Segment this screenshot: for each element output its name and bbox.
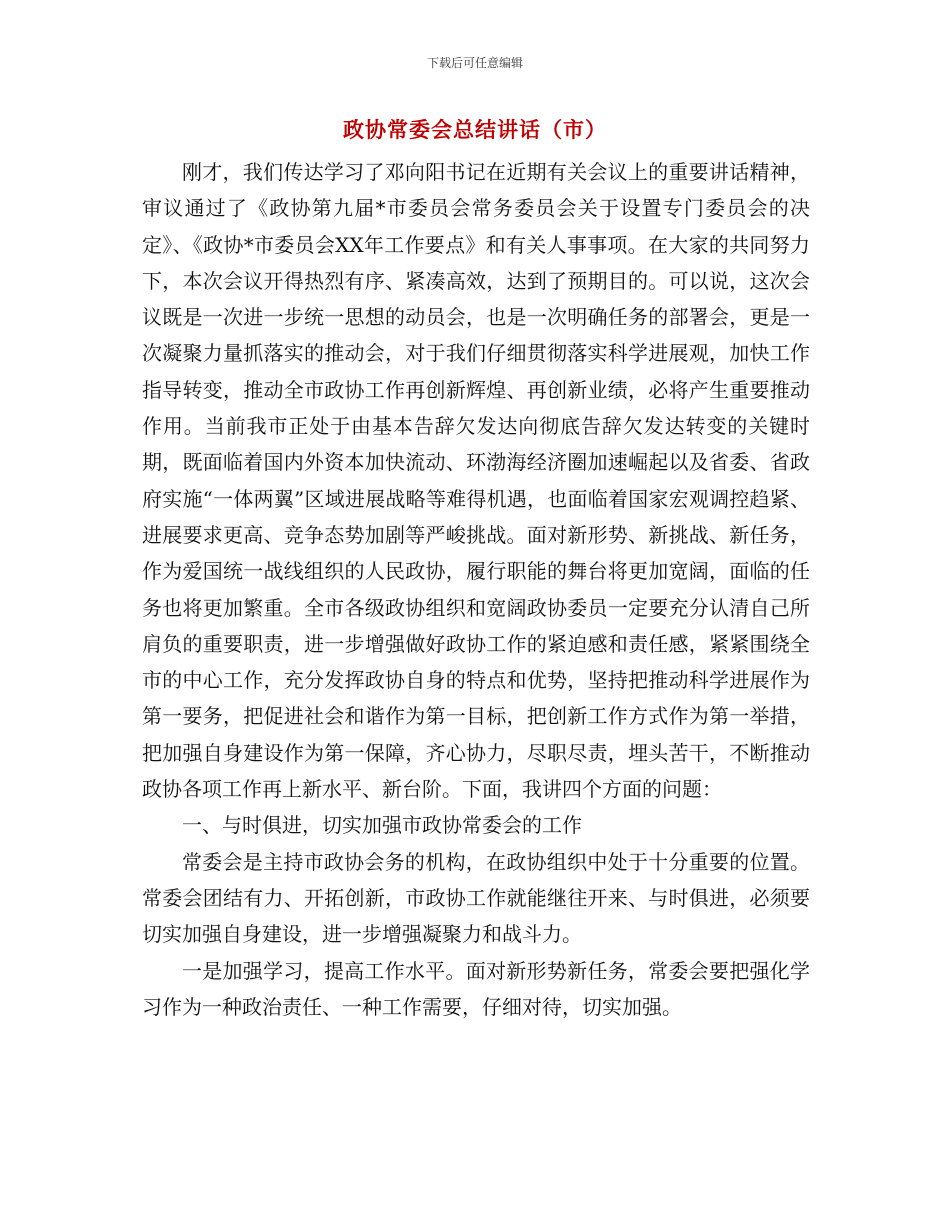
paragraph-section-1: 常委会是主持市政协会务的机构，在政协组织中处于十分重要的位置。常委会团结有力、开拓创新，市政协工作就能继往开来、与时俱进，必须要切实加强自身建设，进一步增强凝聚力和战斗力。 — [142, 849, 810, 947]
header-note: 下载后可任意编辑 — [426, 56, 523, 70]
section-heading-1: 一、与时俱进，切实加强市政协常委会的工作 — [182, 813, 582, 838]
document-body — [142, 154, 810, 1025]
paragraph-intro: 刚才，我们传达学习了邓向阳书记在近期有关会议上的重要讲话精神，审议通过了《政协第九届*市委员会常务委员会关于设置专门委员会的决定》、《政协*市委员会XX年工作要点》和有关人事事项。在大家的共同努力下，本次会议开得热烈有序、紧凑高效，达到了预期目的。可以说，这次会议既是一次进一步统一思想的动员会，也是一次明确任务的部署会，更是一次凝聚力量抓落实的推动会，对于我们仔细贯彻落实科学进展观，加快工作指导转变，推动全市政协工作再创新辉煌、再创新业绩，必将产生重要推动作用。当前我市正处于由基本告辞欠发达向彻底告辞欠发达转变的关键时期，既面临着国内外资本加快流动、环渤海经济圈加速崛起以及省委、省政府实施“一体两翼”区域进展战略等难得机遇，也面临着国家宏观调控趋紧、进展要求更高、竞争态势加剧等严峻挑战。面对新形势、新挑战、新任务，作为爱国统一战线组织的人民政协，履行职能的舞台将更加宽阔，面临的任务也将更加繁重。全市各级政协组织和宽阔政协委员一定要充分认清自己所肩负的重要职责，进一步增强做好政协工作的紧迫感和责任感，紧紧围绕全市的中心工作，充分发挥政协自身的特点和优势，坚持把推动科学进展作为第一要务，把促进社会和谐作为第一目标，把创新工作方式作为第一举措，把加强自身建设作为第一保障，齐心协力，尽职尽责，埋头苦干，不断推动政协各项工作再上新水平、新台阶。下面，我讲四个方面的问题： — [142, 160, 810, 802]
paragraph-point-1: 一是加强学习，提高工作水平。面对新形势新任务，常委会要把强化学习作为一种政治责任、一种工作需要，仔细对待，切实加强。 — [142, 958, 810, 1019]
document-title: 政协常委会总结讲话（市） — [343, 118, 607, 142]
